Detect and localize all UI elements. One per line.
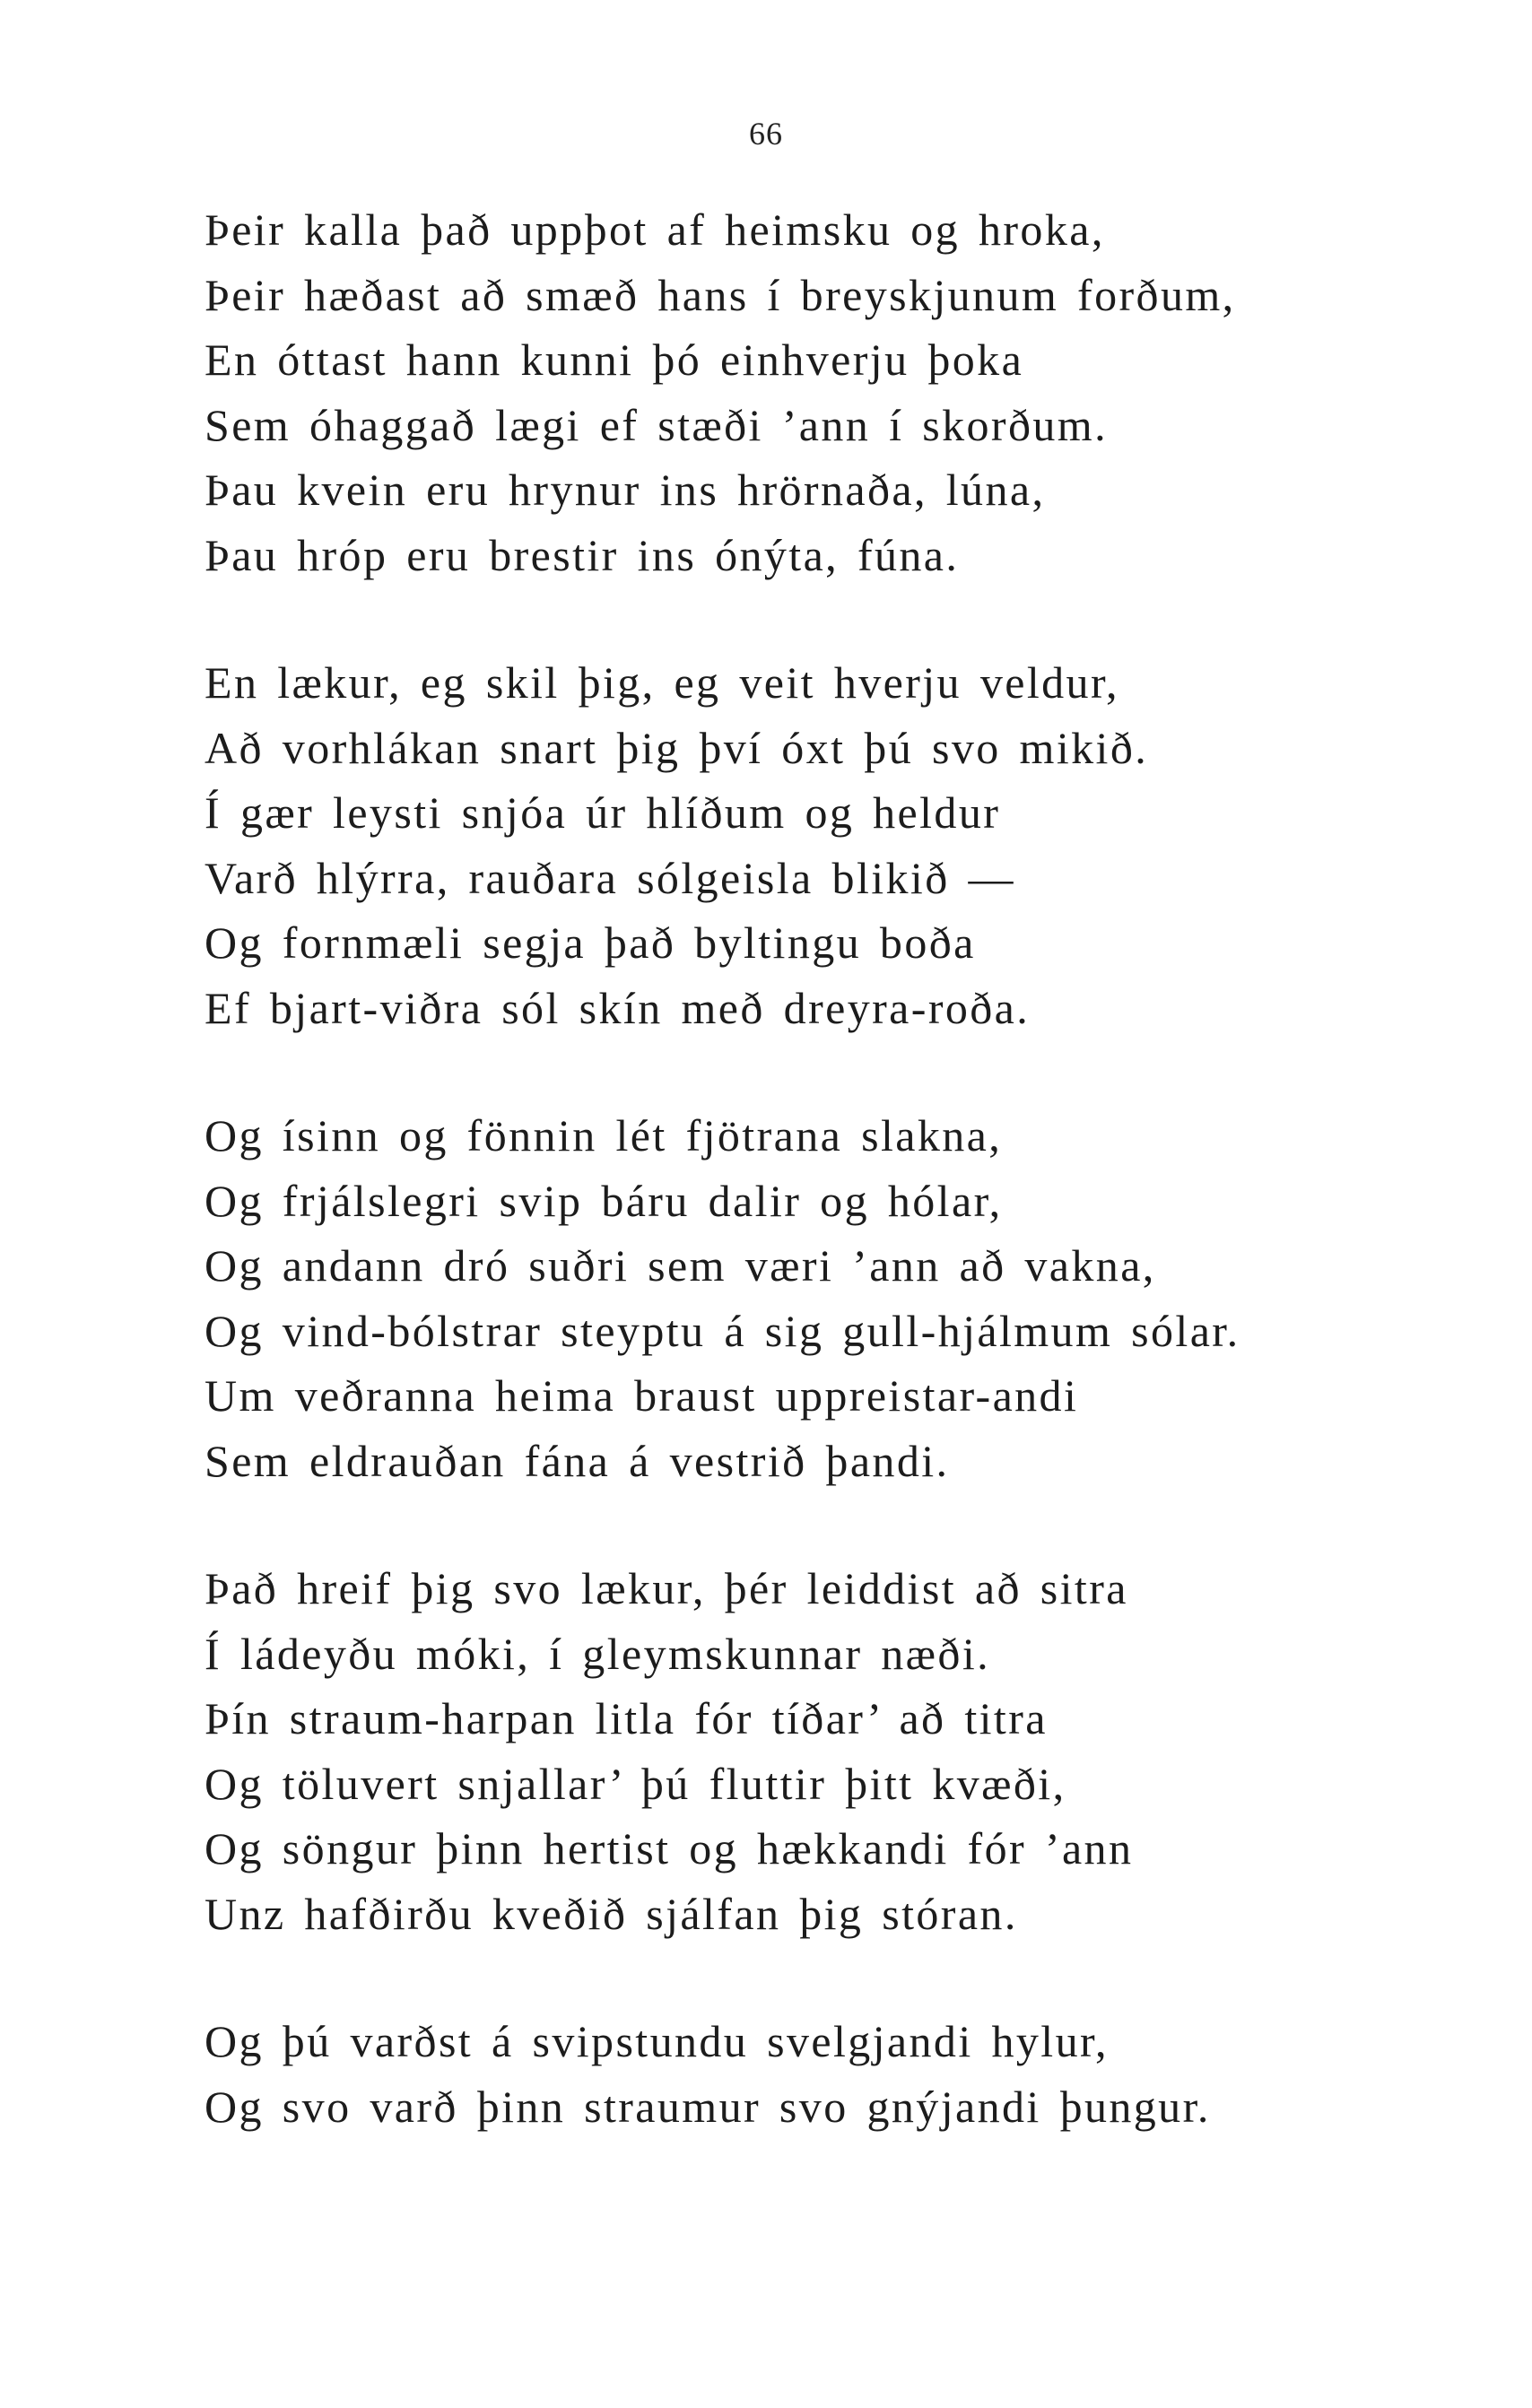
poem	[205, 197, 1496, 2202]
poem-line: Það hreif þig svo lækur, þér leiddist að sitra	[205, 1563, 1128, 1613]
poem-line: Og töluvert snjallar’ þú fluttir þitt kvæði,	[205, 1758, 1066, 1809]
stanza-5	[205, 2009, 1496, 2139]
page-number: 66	[749, 116, 783, 152]
poem-line: Unz hafðirðu kveðið sjálfan þig stóran.	[205, 1888, 1018, 1939]
poem-line: Sem óhaggað lægi ef stæði ’ann í skorðum.	[205, 399, 1108, 450]
poem-line: Sem eldrauðan fána á vestrið þandi.	[205, 1435, 950, 1486]
poem-line: Og þú varðst á svipstundu svelgjandi hylur,	[205, 2016, 1109, 2066]
poem-line: Þín straum-harpan litla fór tíðar’ að titra	[205, 1693, 1048, 1743]
poem-line: Um veðranna heima braust uppreistar-andi	[205, 1370, 1079, 1421]
poem-line: Og söngur þinn hertist og hækkandi fór ’ann	[205, 1823, 1134, 1873]
poem-line: Þau hróp eru brestir ins ónýta, fúna.	[205, 529, 960, 580]
poem-line: Og andann dró suðri sem væri ’ann að vakna,	[205, 1240, 1156, 1291]
stanza-1	[205, 197, 1496, 587]
poem-line: Og ísinn og fönnin lét fjötrana slakna,	[205, 1110, 1003, 1161]
poem-line: En lækur, eg skil þig, eg veit hverju veldur,	[205, 657, 1119, 708]
poem-line: Og svo varð þinn straumur svo gnýjandi þungur.	[205, 2081, 1211, 2132]
poem-line: Þeir kalla það uppþot af heimsku og hroka,	[205, 204, 1105, 255]
stanza-4	[205, 1556, 1496, 1946]
poem-line: Og frjálslegri svip báru dalir og hólar,	[205, 1175, 1003, 1226]
poem-line: Og fornmæli segja það byltingu boða	[205, 917, 976, 968]
poem-line: Varð hlýrra, rauðara sólgeisla blikið —	[205, 852, 1015, 903]
poem-line: Þau kvein eru hrynur ins hrörnaða, lúna,	[205, 465, 1046, 515]
poem-line: Þeir hæðast að smæð hans í breyskjunum forðum,	[205, 269, 1236, 320]
poem-line: Ef bjart-viðra sól skín með dreyra-roða.	[205, 982, 1031, 1033]
poem-line: Að vorhlákan snart þig því óxt þú svo mikið.	[205, 722, 1149, 773]
poem-line: En óttast hann kunni þó einhverju þoka	[205, 335, 1024, 385]
poem-line: Í ládeyðu móki, í gleymskunnar næði.	[205, 1628, 991, 1679]
stanza-2	[205, 650, 1496, 1040]
stanza-3	[205, 1103, 1496, 1493]
poem-line: Og vind-bólstrar steyptu á sig gull-hjálmum sólar.	[205, 1305, 1240, 1356]
poem-line: Í gær leysti snjóa úr hlíðum og heldur	[205, 787, 1001, 838]
